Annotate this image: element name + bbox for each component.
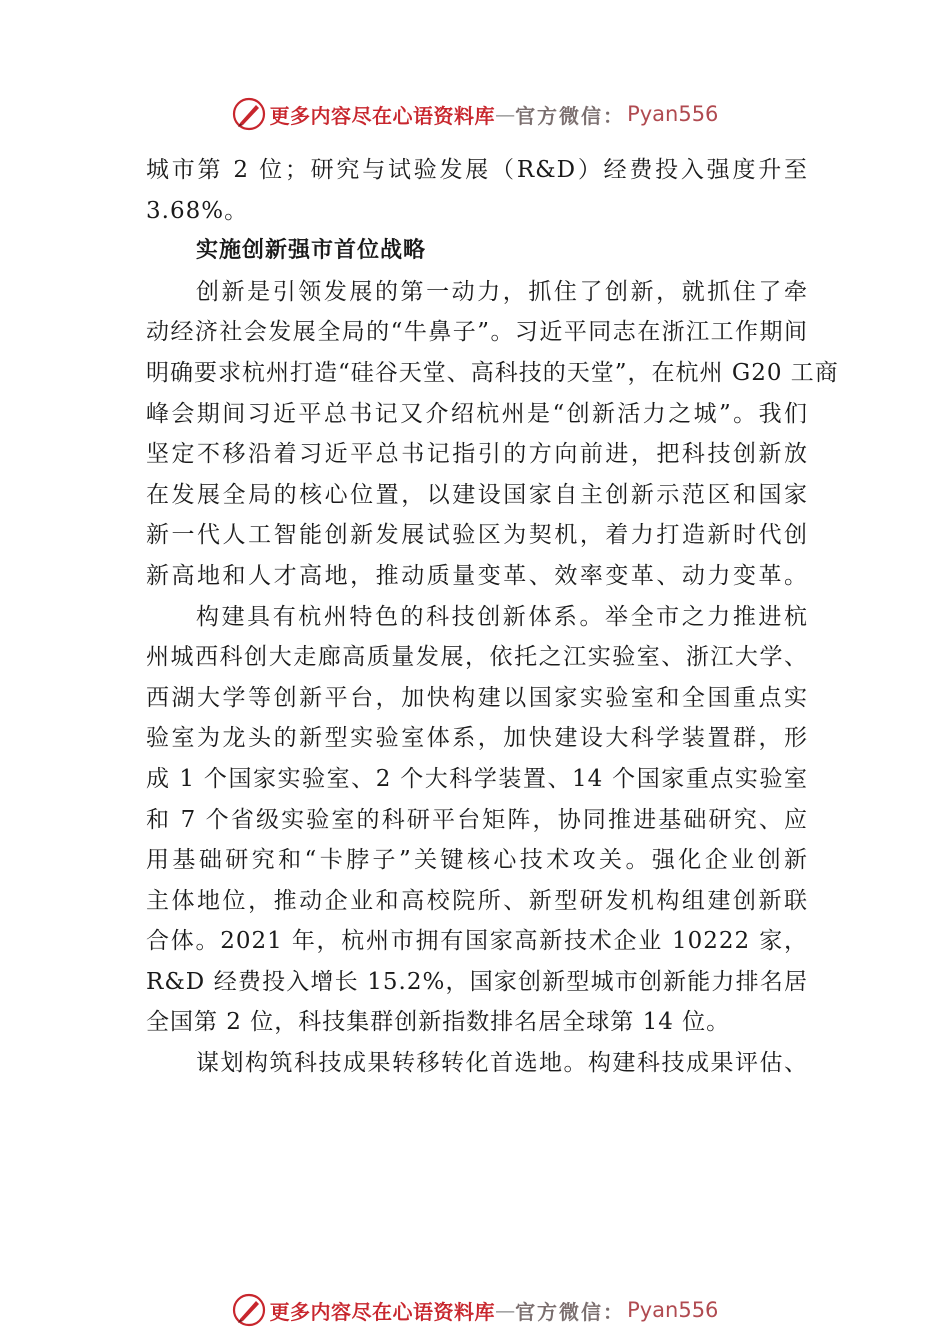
footer-banner	[0, 1290, 950, 1330]
section-heading: 实施创新强市首位战略	[196, 238, 427, 264]
text-line: 合体。2021 年，杭州市拥有国家高新技术企业 10222 家，	[146, 928, 808, 955]
text-line: 峰会期间习近平总书记又介绍杭州是“创新活力之城”。我们	[146, 400, 808, 427]
text-line: 新一代人工智能创新发展试验区为契机，着力打造新时代创	[146, 522, 808, 549]
text-line: 城市第 2 位；研究与试验发展（R&D）经费投入强度升至	[146, 157, 808, 183]
banner-red-text: 更多内容尽在心语资料库	[269, 1299, 496, 1324]
text-line: 用基础研究和“卡脖子”关键核心技术攻关。强化企业创新	[146, 847, 808, 874]
banner-wechat-id: Pyan556	[627, 102, 719, 126]
banner-wechat-label: 官方微信：	[515, 103, 626, 128]
text-line: 动经济社会发展全局的“牛鼻子”。习近平同志在浙江工作期间	[146, 319, 808, 346]
text-line: 州城西科创大走廊高质量发展，依托之江实验室、浙江大学、	[146, 644, 808, 671]
banner-wechat-id: Pyan556	[627, 1298, 719, 1322]
banner-dash: —	[495, 1298, 516, 1322]
text-line: 创新是引领发展的第一动力，抓住了创新，就抓住了牵	[196, 278, 808, 305]
text-line: 西湖大学等创新平台，加快构建以国家实验室和全国重点实	[146, 684, 808, 711]
banner-red-text: 更多内容尽在心语资料库	[269, 103, 496, 128]
header-banner	[0, 94, 950, 134]
text-line: 谋划构筑科技成果转移转化首选地。构建科技成果评估、	[196, 1050, 808, 1077]
banner-dash: —	[495, 102, 516, 126]
text-line: R&D 经费投入增长 15.2%，国家创新型城市创新能力排名居	[146, 968, 808, 995]
text-line: 构建具有杭州特色的科技创新体系。举全市之力推进杭	[196, 603, 808, 630]
text-line: 验室为龙头的新型实验室体系，加快建设大科学装置群，形	[146, 725, 808, 752]
text-line: 全国第 2 位，科技集群创新指数排名居全球第 14 位。	[146, 1009, 731, 1036]
text-line: 新高地和人才高地，推动质量变革、效率变革、动力变革。	[146, 562, 808, 589]
banner-wechat-label: 官方微信：	[515, 1299, 626, 1324]
text-line: 坚定不移沿着习近平总书记指引的方向前进，把科技创新放	[146, 441, 808, 468]
pen-logo-icon	[232, 1293, 266, 1327]
text-line: 3.68%。	[146, 197, 249, 224]
text-line: 在发展全局的核心位置，以建设国家自主创新示范区和国家	[146, 481, 808, 508]
pen-logo-icon	[232, 97, 266, 131]
text-line: 成 1 个国家实验室、2 个大科学装置、14 个国家重点实验室	[146, 765, 808, 792]
text-line: 明确要求杭州打造“硅谷天堂、高科技的天堂”，在杭州 G20 工商	[146, 359, 839, 386]
text-line: 和 7 个省级实验室的科研平台矩阵，协同推进基础研究、应	[146, 806, 808, 833]
text-line: 主体地位，推动企业和高校院所、新型研发机构组建创新联	[146, 887, 808, 914]
document-body	[146, 150, 839, 1084]
